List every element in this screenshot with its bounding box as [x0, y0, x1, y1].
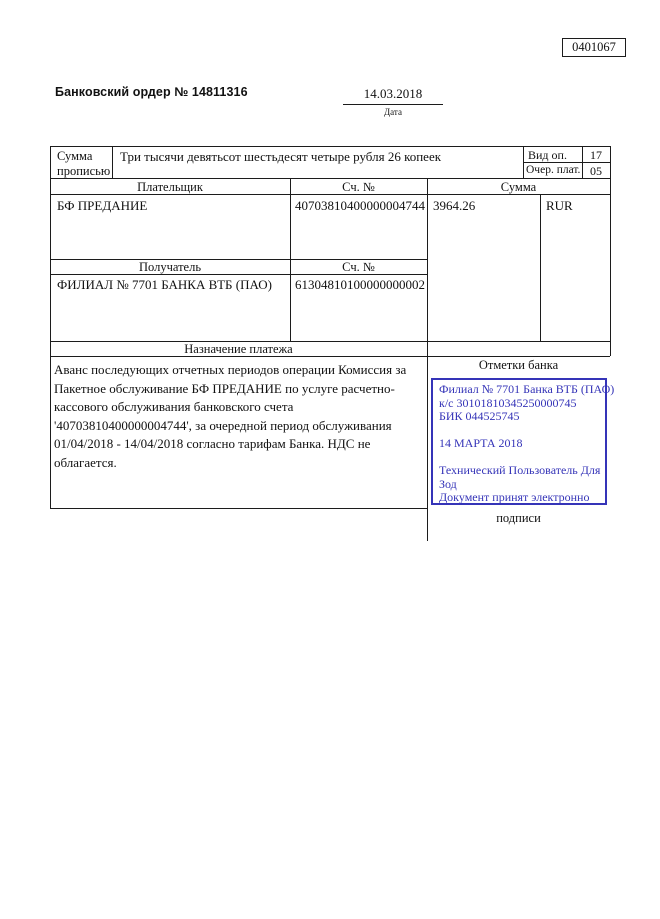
purpose-section-label: Назначение платежа [184, 342, 293, 356]
amount-words-label-line2: прописью [57, 164, 111, 178]
amount-value: 3964.26 [433, 198, 476, 213]
amount-in-words: Три тысячи девятьсот шестьдесят четыре рубля 26 копеек [120, 149, 442, 164]
payer-account-label: Сч. № [342, 180, 375, 194]
payment-priority-value: 05 [590, 164, 602, 178]
stamp-line: к/с 30101810345250000745 [439, 395, 577, 410]
currency-code: RUR [546, 198, 573, 213]
table-border-line [610, 146, 611, 356]
receiver-account-label: Сч. № [342, 260, 375, 274]
table-border-line [50, 178, 610, 179]
stamp-line [439, 424, 599, 438]
amount-words-label-line1: Сумма [57, 149, 93, 163]
table-border-line [50, 508, 427, 509]
stamp-line: Технический Пользователь Для [439, 463, 601, 477]
payment-priority-label: Очер. плат. [526, 164, 581, 176]
date-underline [343, 104, 443, 105]
document-title: Банковский ордер № 14811316 [55, 85, 248, 99]
table-border-line [523, 146, 524, 178]
stamp-line: БИК 044525745 [439, 409, 520, 423]
receiver-section-label: Получатель [138, 260, 202, 274]
table-border-line [50, 146, 51, 508]
table-border-line [50, 146, 610, 147]
receiver-account: 61304810100000000002 [295, 277, 425, 292]
bank-marks-label: Отметки банка [478, 358, 559, 372]
payer-name: БФ ПРЕДАНИЕ [57, 198, 148, 213]
table-border-line [112, 146, 113, 178]
stamp-line: 14 МАРТА 2018 [439, 436, 523, 450]
op-type-value: 17 [590, 148, 602, 162]
receiver-name: ФИЛИАЛ № 7701 БАНКА ВТБ (ПАО) [57, 277, 272, 292]
op-type-label: Вид оп. [528, 148, 567, 162]
bank-stamp [431, 378, 615, 505]
stamp-line: Зод [439, 476, 457, 491]
table-border-line [540, 194, 541, 341]
signatures-label: подписи [496, 511, 541, 525]
amount-column-label: Сумма [500, 180, 537, 194]
stamp-line: Документ принят электронно [439, 490, 590, 504]
stamp-line [439, 451, 599, 465]
stamp-line: Филиал № 7701 Банка ВТБ (ПАО) [439, 382, 615, 396]
payer-section-label: Плательщик [137, 180, 203, 194]
date-value: 14.03.2018 [363, 86, 423, 101]
form-code-box: 0401067 [562, 38, 626, 57]
payer-account: 40703810400000004744 [295, 198, 425, 213]
date-label: Дата [384, 107, 402, 117]
purpose-text: Аванс последующих отчетных периодов операции Комиссия за Пакетное обслуживание БФ ПРЕДАНИЕ по услуге расчетно-кассового обслуживания банковского счета '40703810400000004744', за очередной период обслуживания 01/04/2018 - 14/04/2018 согласно тарифам Банка. НДС не облагается. [54, 362, 407, 470]
